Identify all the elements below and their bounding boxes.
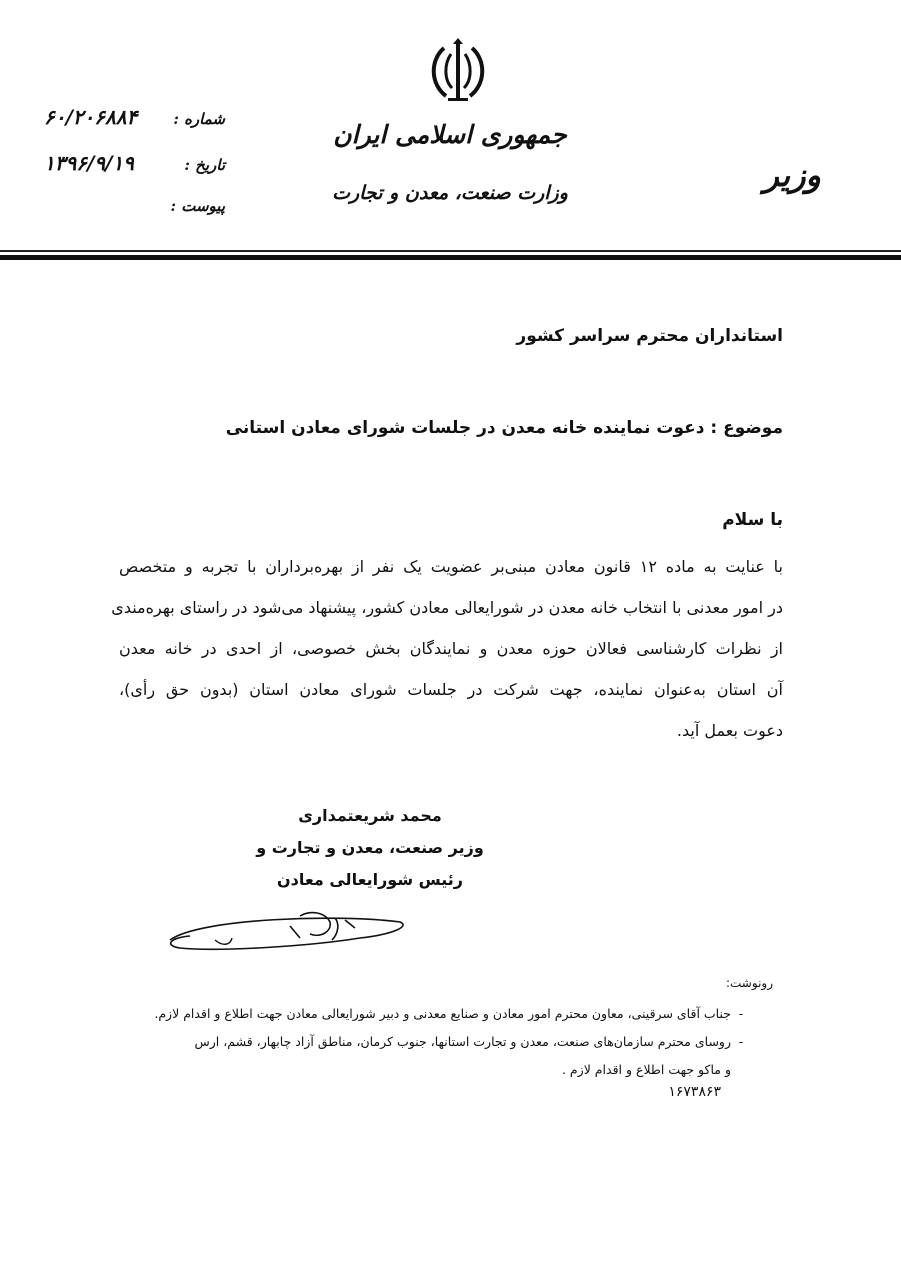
signer-name: محمد شریعتمداری [298, 806, 442, 825]
signer-title: وزیر صنعت، معدن و تجارت و [256, 838, 484, 857]
list-item [111, 1000, 751, 1028]
cc-heading: رونوشت: [725, 976, 773, 990]
number-row [40, 105, 225, 151]
signer-title-2: رئیس شورایعالی معادن [276, 870, 464, 889]
government-title: جمهوری اسلامی ایران [333, 120, 567, 149]
body-line: در امور معدنی با انتخاب خانه معدن در شورایعالی معادن کشور، پیشنهاد می‌شود در راستای بهره‌مندی [111, 598, 783, 617]
list-item [111, 1028, 751, 1056]
office-label: وزیر [763, 156, 821, 194]
cc-list [111, 1000, 751, 1084]
recipient: استانداران محترم سراسر کشور [516, 326, 783, 346]
header-divider-thin [0, 250, 901, 252]
date-value: ۱۳۹۶/۹/۱۹ [44, 151, 134, 175]
handwritten-signature [160, 908, 410, 958]
number-label: شماره : [173, 110, 225, 128]
body-line: آن استان به‌عنوان نماینده، جهت شرکت در جلسات شورای معادن استان (بدون حق رأی)، [119, 680, 783, 699]
body-line: از نظرات کارشناسی فعالان حوزه معدن و نمایندگان بخش خصوصی، از احدی در خانه معدن [119, 639, 783, 658]
reference-code: ۱۶۷۳۸۶۳ [668, 1084, 721, 1100]
date-label: تاریخ : [184, 156, 225, 174]
date-row [40, 151, 225, 197]
cc-item-continuation: و ماکو جهت اطلاع و اقدام لازم . [561, 1062, 731, 1077]
body-line: دعوت بعمل آید. [676, 721, 783, 740]
attachment-label: پیوست : [170, 197, 225, 215]
cc-item-text: جناب آقای سرقینی، معاون محترم امور معادن و صنایع معدنی و دبیر شورایعالی معادن جهت اطلاع و اقدام لازم. [154, 1006, 731, 1021]
greeting: با سلام [722, 510, 783, 530]
iran-emblem-icon [424, 38, 492, 106]
bullet-dash: - [738, 1006, 744, 1021]
attachment-row [40, 197, 225, 243]
signature-block [240, 800, 500, 896]
body-paragraph [111, 546, 783, 751]
subject-line: موضوع : دعوت نماینده خانه معدن در جلسات شورای معادن استانی [225, 418, 783, 438]
bullet-dash: - [738, 1034, 744, 1049]
letter-metadata [40, 105, 225, 243]
body-line: با عنایت به ماده ۱۲ قانون معادن مبنی‌بر عضویت یک نفر از بهره‌برداران با تجربه و متخصص [119, 557, 783, 576]
ministry-name: وزارت صنعت، معدن و تجارت [332, 182, 568, 204]
header-divider-thick [0, 255, 901, 260]
cc-item-text: روسای محترم سازمان‌های صنعت، معدن و تجارت استانها، جنوب کرمان، مناطق آزاد چابهار، قشم، ارس [194, 1034, 731, 1049]
number-value: ۶۰/۲۰۶۸۸۴ [44, 105, 138, 129]
